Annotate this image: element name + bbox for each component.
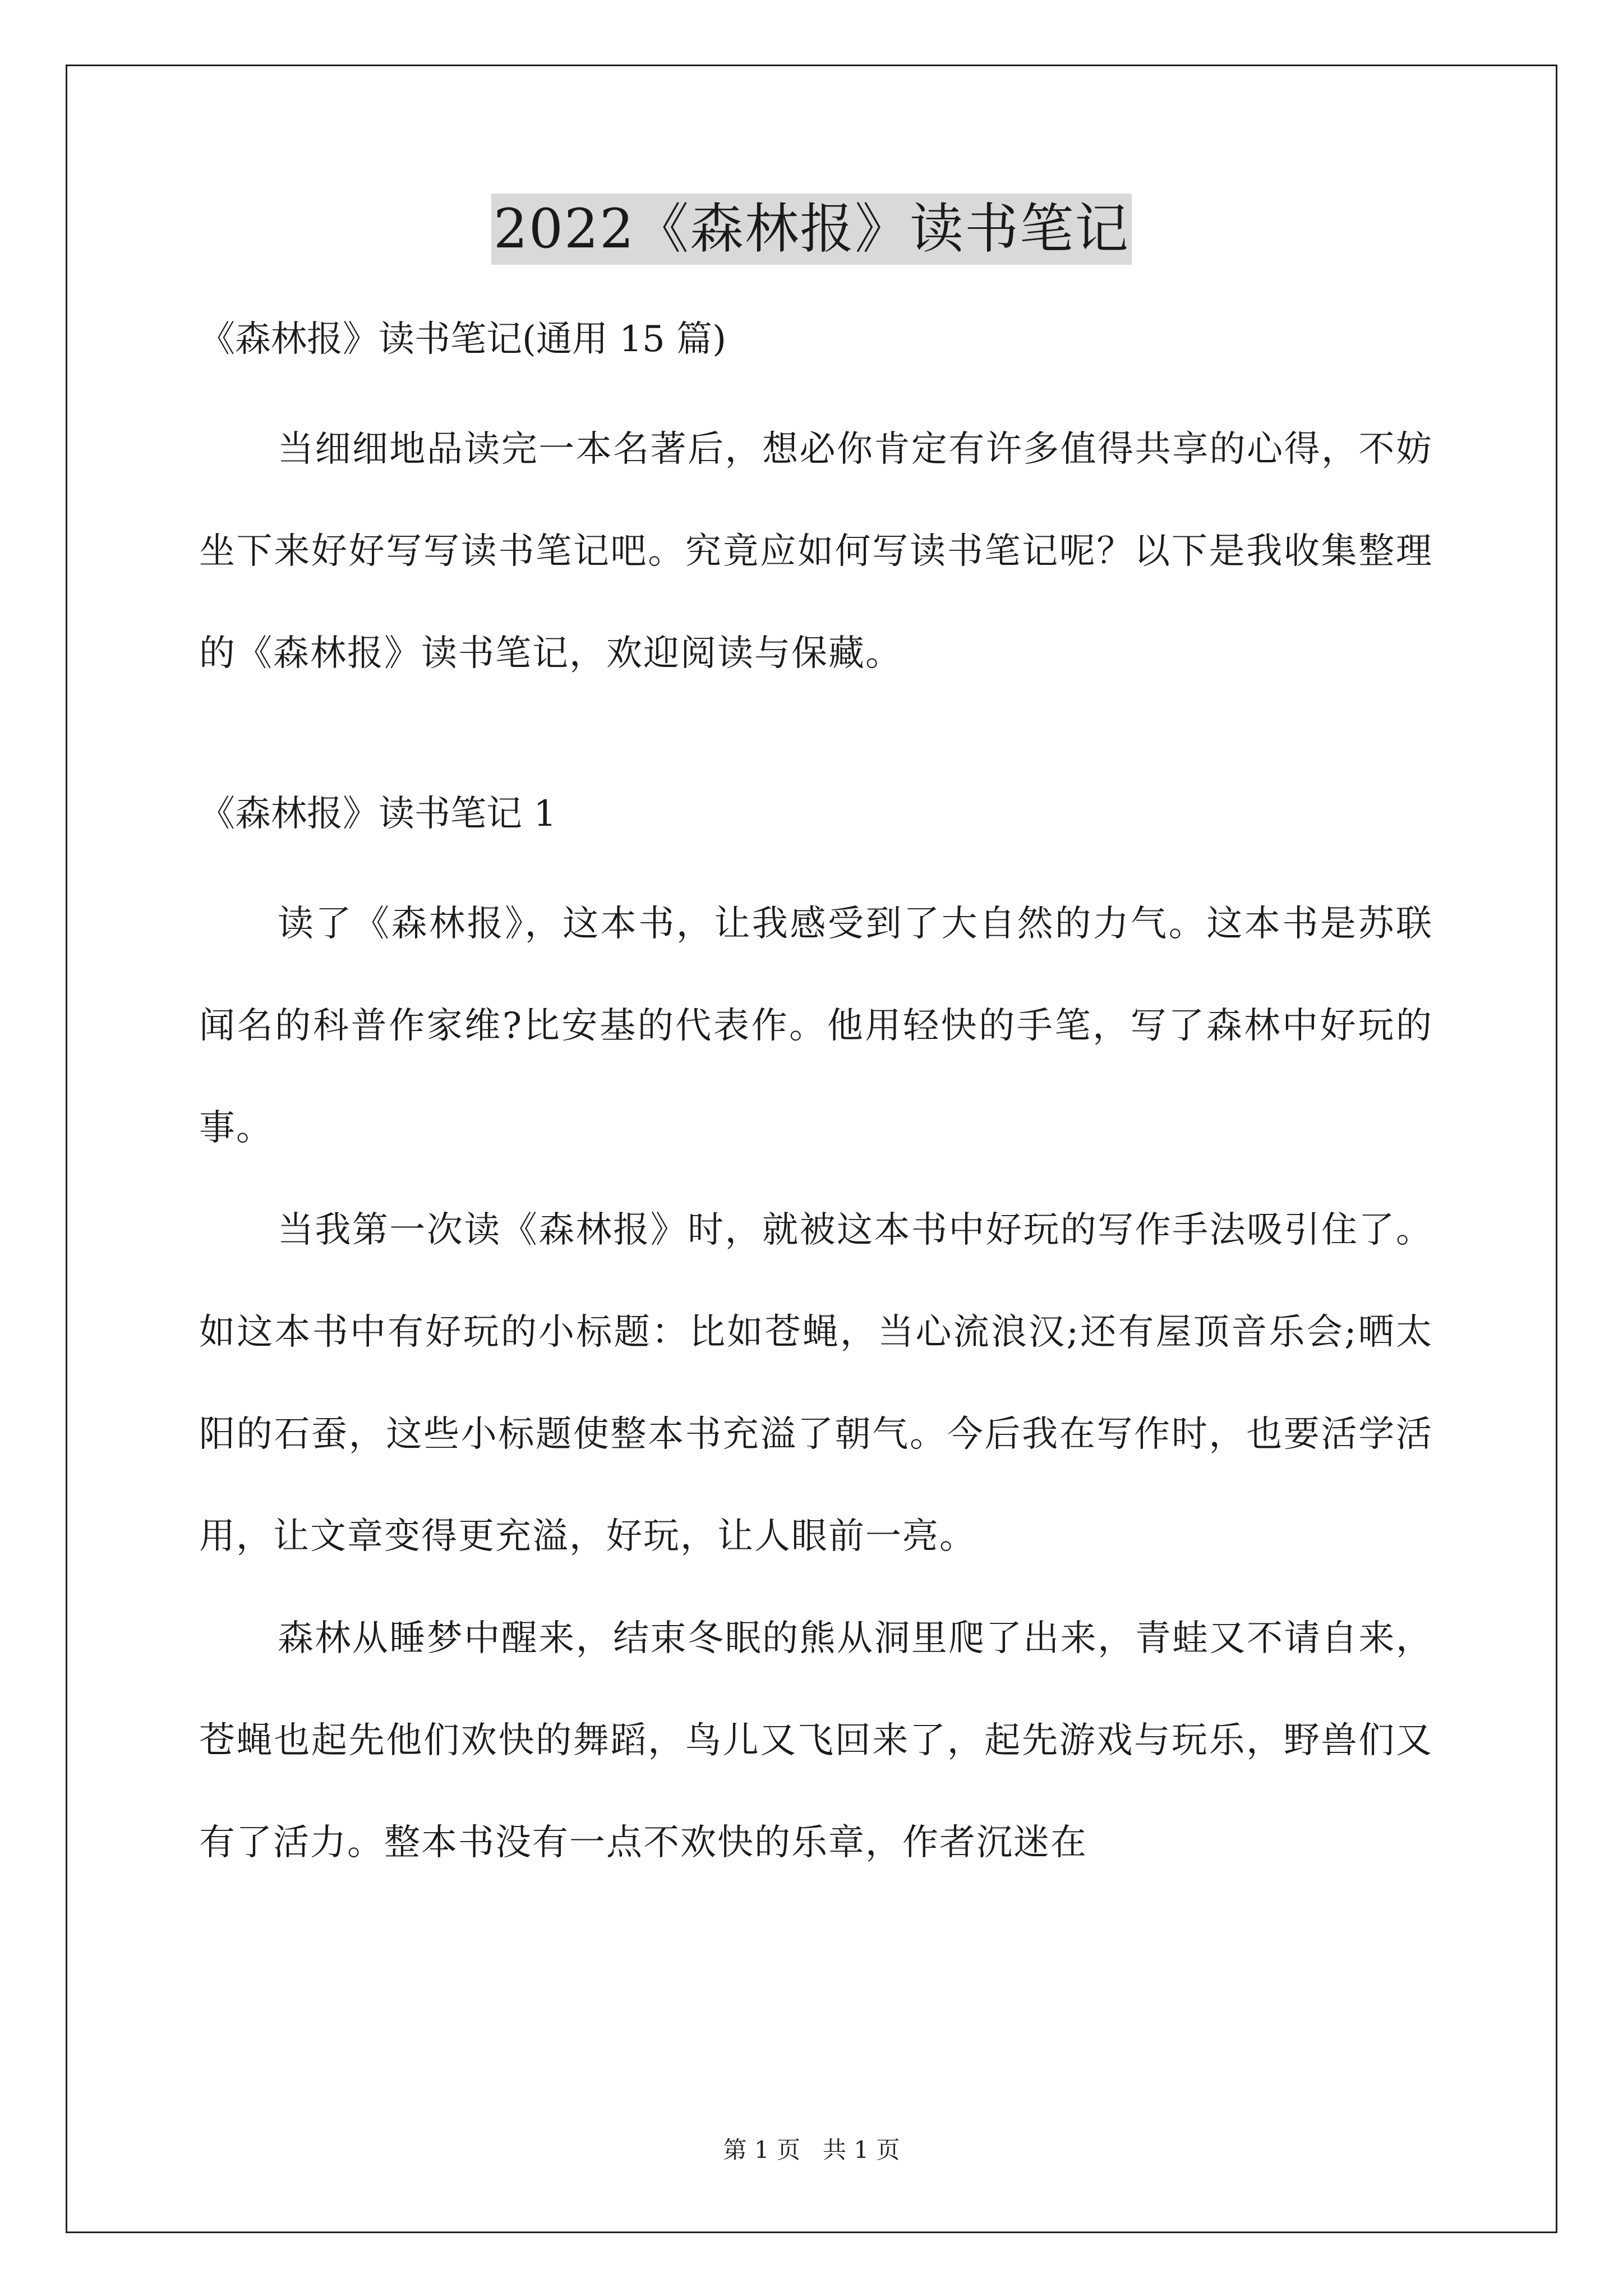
section-1 bbox=[199, 789, 1433, 1894]
page-footer: 第 1 页 共 1 页 bbox=[723, 2136, 900, 2164]
document-subtitle: 《森林报》读书笔记(通用 15 篇) bbox=[199, 319, 727, 360]
body-paragraph: 当我第一次读《森林报》时，就被这本书中好玩的写作手法吸引住了。如这本书中有好玩的小标题：比如苍蝇，当心流浪汉;还有屋顶音乐会;晒太阳的石蚕，这些小标题使整本书充溢了朝气。今后我在写作时，也要活学活用，让文章变得更充溢，好玩，让人眼前一亮。 bbox=[199, 1209, 1433, 1557]
body-paragraph: 森林从睡梦中醒来，结束冬眠的熊从洞里爬了出来，青蛙又不请自来，苍蝇也起先他们欢快的舞蹈，鸟儿又飞回来了，起先游戏与玩乐，野兽们又有了活力。整本书没有一点不欢快的乐章，作者沉迷在 bbox=[199, 1618, 1433, 1864]
intro-paragraph: 当细细地品读完一本名著后，想必你肯定有许多值得共享的心得，不妨坐下来好好写写读书笔记吧。究竟应如何写读书笔记呢？以下是我收集整理的《森林报》读书笔记，欢迎阅读与保藏。 bbox=[199, 429, 1433, 674]
document-title: 2022《森林报》读书笔记 bbox=[491, 194, 1132, 265]
document-body bbox=[199, 314, 1433, 1894]
body-paragraph: 读了《森林报》，这本书，让我感受到了大自然的力气。这本书是苏联闻名的科普作家维?比安基的代表作。他用轻快的手笔，写了森林中好玩的事。 bbox=[199, 903, 1433, 1149]
title-container bbox=[0, 194, 1623, 265]
section-heading: 《森林报》读书笔记 1 bbox=[199, 793, 557, 835]
